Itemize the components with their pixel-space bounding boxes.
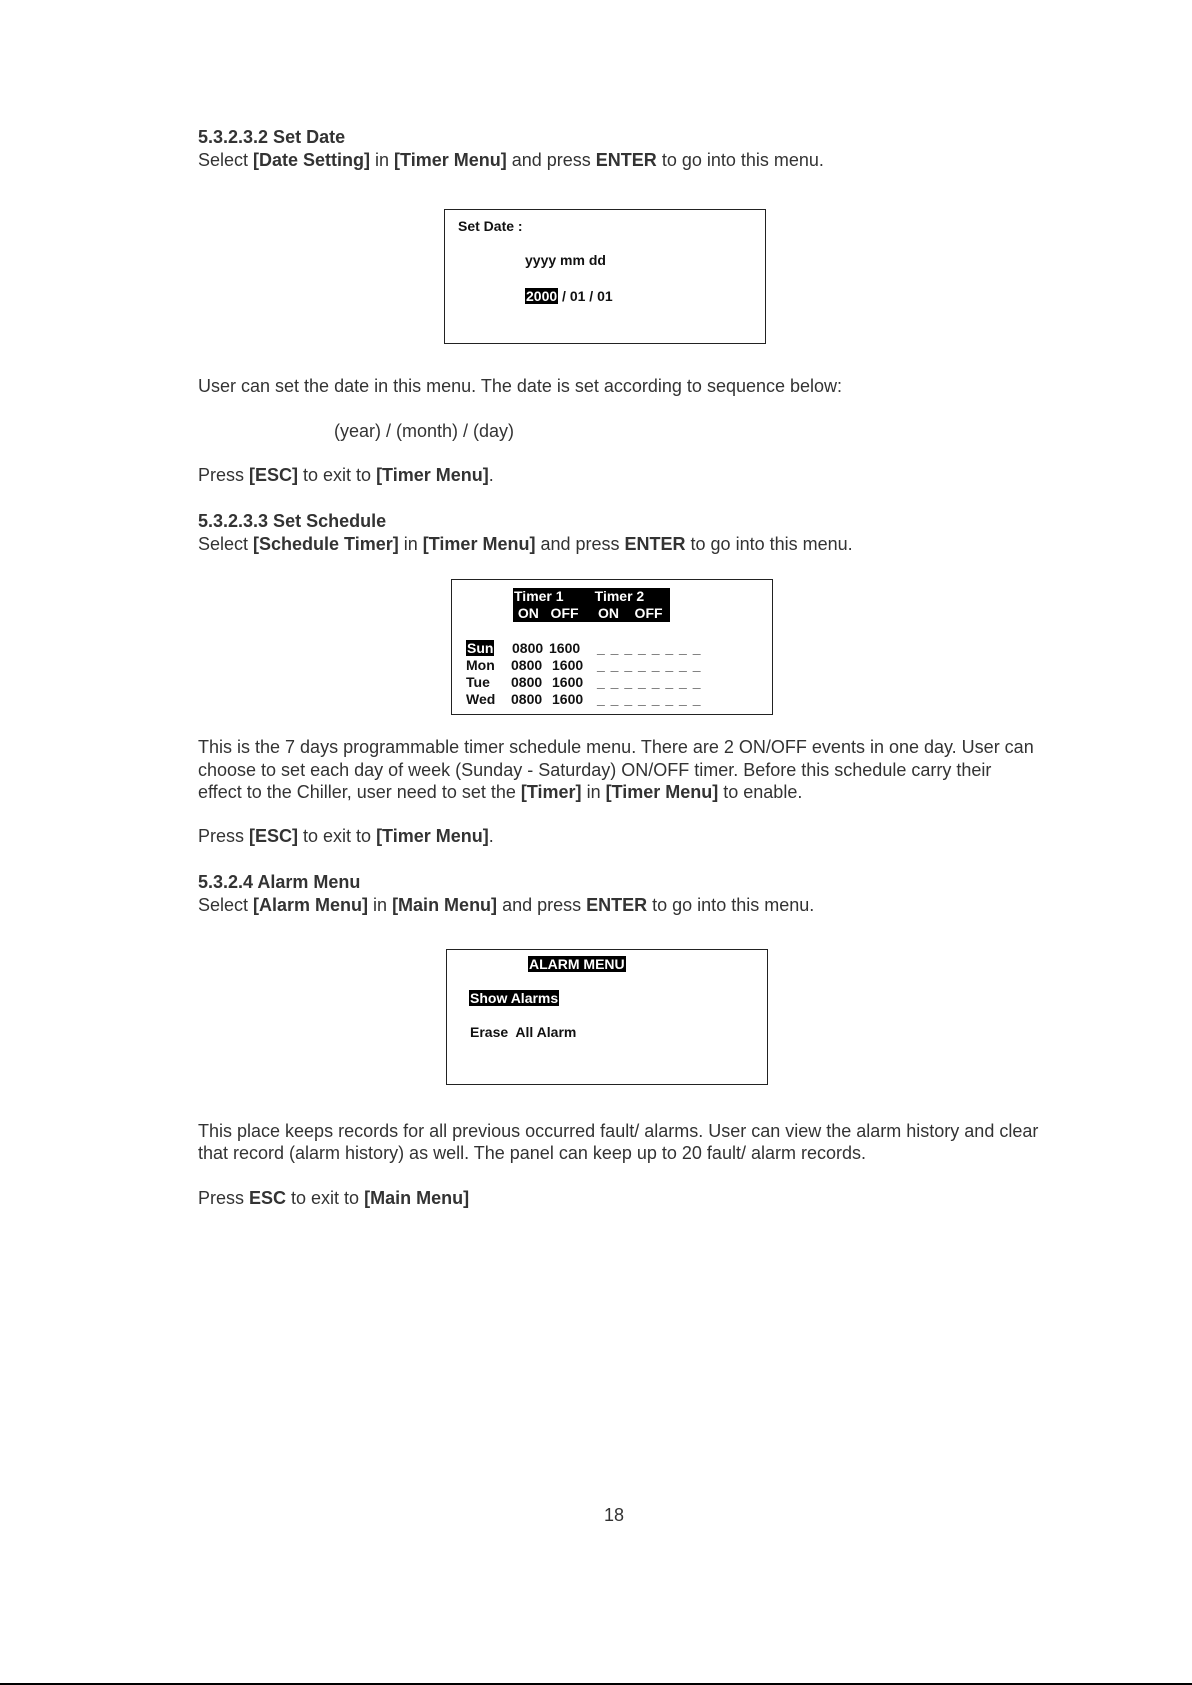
day-label: Sun <box>467 640 494 656</box>
timer1-off: 1600 <box>552 691 584 707</box>
set-date-exit: Press [ESC] to exit to [Timer Menu]. <box>198 465 494 485</box>
set-schedule-heading: 5.3.2.3.3 Set Schedule <box>198 511 387 531</box>
alarm-desc-line2: that record (alarm history) as well. The panel can keep up to 20 fault/ alarm records. <box>198 1143 866 1163</box>
schedule-row <box>466 640 494 656</box>
timer2-blank: _ _ _ _ _ _ _ _ <box>597 640 702 656</box>
set-date-screen <box>444 209 766 344</box>
alarm-menu-exit: Press ESC to exit to [Main Menu] <box>198 1188 470 1208</box>
page-number: 18 <box>604 1505 625 1525</box>
timer1-off: 1600 <box>552 674 584 690</box>
set-schedule-intro: Select [Schedule Timer] in [Timer Menu] and press ENTER to go into this menu. <box>198 534 853 554</box>
timer1-on: 0800 <box>511 691 543 707</box>
timer-header-row2: ON OFF ON OFF <box>514 605 663 621</box>
schedule-desc-line1: This is the 7 days programmable timer schedule menu. There are 2 ON/OFF events in one day. User can <box>198 737 1034 757</box>
show-alarms-item: Show Alarms <box>470 990 559 1006</box>
month-day-field: / 01 / 01 <box>558 288 613 304</box>
alarm-menu-screen <box>446 949 768 1085</box>
schedule-desc-line2: choose to set each day of week (Sunday - Saturday) ON/OFF timer. Before this schedule carry their <box>198 760 992 780</box>
date-sequence: (year) / (month) / (day) <box>334 421 515 441</box>
date-value <box>525 288 613 304</box>
schedule-desc-line3: effect to the Chiller, user need to set the [Timer] in [Timer Menu] to enable. <box>198 782 803 802</box>
timer2-blank: _ _ _ _ _ _ _ _ <box>597 674 702 690</box>
timer2-blank: _ _ _ _ _ _ _ _ <box>597 657 702 673</box>
timer1-on: 0800 <box>511 674 543 690</box>
day-label: Mon <box>466 657 495 673</box>
timer1-on: 0800 <box>512 640 544 656</box>
timer1-off: 1600 <box>549 640 581 656</box>
alarm-menu-title: ALARM MENU <box>529 956 625 972</box>
day-label: Tue <box>466 674 490 690</box>
day-label: Wed <box>466 691 496 707</box>
set-date-screen-title: Set Date : <box>458 218 523 234</box>
timer1-on: 0800 <box>511 657 543 673</box>
alarm-menu-intro: Select [Alarm Menu] in [Main Menu] and press ENTER to go into this menu. <box>198 895 815 915</box>
set-date-desc: User can set the date in this menu. The date is set according to sequence below: <box>198 376 843 396</box>
erase-all-alarm-item: Erase All Alarm <box>470 1024 577 1040</box>
alarm-desc-line1: This place keeps records for all previous occurred fault/ alarms. User can view the alarm history and clear <box>198 1121 1039 1141</box>
timer-header-row1: Timer 1 Timer 2 <box>514 588 645 604</box>
year-field: 2000 <box>526 288 558 304</box>
set-schedule-exit: Press [ESC] to exit to [Timer Menu]. <box>198 826 494 846</box>
date-format: yyyy mm dd <box>525 252 606 268</box>
schedule-screen <box>451 579 773 715</box>
timer2-blank: _ _ _ _ _ _ _ _ <box>597 691 702 707</box>
timer1-off: 1600 <box>552 657 584 673</box>
set-date-intro: Select [Date Setting] in [Timer Menu] and press ENTER to go into this menu. <box>198 150 824 170</box>
set-date-heading: 5.3.2.3.2 Set Date <box>198 127 346 147</box>
alarm-menu-heading: 5.3.2.4 Alarm Menu <box>198 872 361 892</box>
